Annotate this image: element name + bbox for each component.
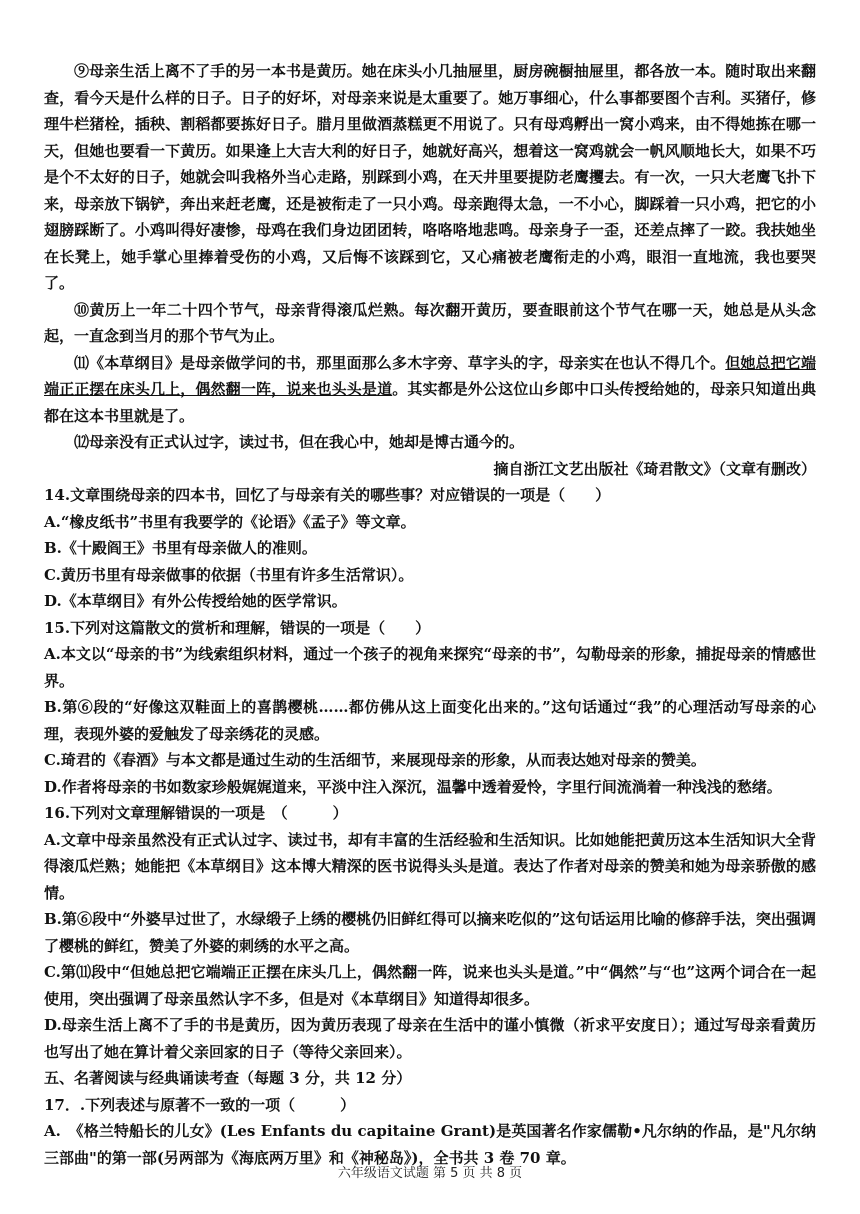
question-15-option-b: B.第⑥段的“好像这双鞋面上的喜鹊樱桃……都仿佛从这上面变化出来的。”这句话通过“我”的心理活动写母亲的心理，表现外婆的爱触发了母亲绣花的灵感。 <box>44 698 816 743</box>
source-citation: 摘自浙江文艺出版社《琦君散文》（文章有删改） <box>493 459 816 478</box>
question-15-option-a: A.本文以“母亲的书”为线索组织材料，通过一个孩子的视角来探究“母亲的书”，勾勒母亲的形象，捕捉母亲的情感世界。 <box>44 645 816 690</box>
paragraph-10: ⑩黄历上一年二十四个节气，母亲背得滚瓜烂熟。每次翻开黄历，要查眼前这个节气在哪一天，她总是从头念起，一直念到当月的那个节气为止。 <box>44 300 816 345</box>
section-5-heading: 五、名著阅读与经典诵读考查（每题 3 分，共 12 分） <box>44 1069 412 1087</box>
question-16: 16.下列对文章理解错误的一项是 （ ） <box>44 804 348 822</box>
question-16-option-c: C.第⑾段中“但她总把它端端正正摆在床头几上，偶然翻一阵，说来也头头是道。”中“偶然”与“也”这两个词合在一起使用，突出强调了母亲虽然认字不多，但是对《本草纲目》知道得却很多。 <box>44 963 816 1008</box>
question-17-option-a: A. 《格兰特船长的儿女》(Les Enfants du capitaine Grant)是英国著名作家儒勒•凡尔纳的作品，是"凡尔纳三部曲"的第一部(另两部为《海底两万里》和《神秘岛》)，全书共 3 卷 70 章。 <box>44 1122 816 1167</box>
question-15-option-d: D.作者将母亲的书如数家珍般娓娓道来，平淡中注入深沉，温馨中透着爱怜，字里行间流淌着一种浅浅的愁绪。 <box>44 777 782 796</box>
underlined-sentence: 但她总把它端端正正摆在床头几上，偶然翻一阵，说来也头头是道 <box>44 353 816 398</box>
question-15: 15.下列对这篇散文的赏析和理解，错误的一项是（ ） <box>44 618 431 637</box>
question-14-option-a: A.“橡皮纸书”书里有我要学的《论语》《孟子》等文章。 <box>44 512 416 531</box>
paragraph-11 <box>44 350 816 430</box>
exam-page <box>44 58 816 1171</box>
question-16-option-d: D.母亲生活上离不了手的书是黄历，因为黄历表现了母亲在生活中的谨小慎微（祈求平安度日）；通过写母亲看黄历也写出了她在算计着父亲回家的日子（等待父亲回来）。 <box>44 1016 816 1061</box>
paragraph-11-tail: 。其实都是外公这位山乡郎中口头传授给她的，母亲只知道出典都在这本书里就是了。 <box>44 380 816 425</box>
question-14-option-d: D.《本草纲目》有外公传授给她的医学常识。 <box>44 592 347 610</box>
paragraph-11-lead: ⑾《本草纲目》是母亲做学问的书，那里面那么多木字旁、草字头的字，母亲实在也认不得几个。 <box>74 353 726 372</box>
paragraph-9: ⑨母亲生活上离不了手的另一本书是黄历。她在床头小几抽屉里，厨房碗橱抽屉里，都各放一本。随时取出来翻查，看今天是什么样的日子。日子的好坏，对母亲来说是太重要了。她万事细心，什么事都要图个吉利。买猪仔，修理牛栏猪栓，插秧、割稻都要拣好日子。腊月里做酒蒸糕更不用说了。只有母鸡孵出一窝小鸡来，由不得她拣在哪一天，但她也要看一下黄历。如果逢上大吉大利的好日子，她就好高兴，想着这一窝鸡就会一帆风顺地长大，如果不巧是个不太好的日子，她就会叫我格外当心走路，别踩到小鸡，在天井里要提防老鹰攫去。有一次，一只大老鹰飞扑下来，母亲放下锅铲，奔出来赶老鹰，还是被衔走了一只小鸡。母亲跑得太急，一不小心，脚踩着一只小鸡，把它的小翅膀踩断了。小鸡叫得好凄惨，母鸡在我们身边团团转，咯咯咯地悲鸣。母亲身子一歪，还差点摔了一跤。我扶她坐在长凳上，她手掌心里捧着受伤的小鸡，又后悔不该踩到它，又心痛被老鹰衔走的小鸡，眼泪一直地流，我也要哭了。 <box>44 62 816 292</box>
question-14-option-c: C.黄历书里有母亲做事的依据（书里有许多生活常识）。 <box>44 565 414 584</box>
page-footer: 六年级语文试题 第 5 页 共 8 页 <box>337 1166 523 1181</box>
question-16-option-b: B.第⑥段中“外婆早过世了，水绿缎子上绣的樱桃仍旧鲜红得可以摘来吃似的”这句话运用比喻的修辞手法，突出强调了樱桃的鲜红，赞美了外婆的刺绣的水平之高。 <box>44 910 816 955</box>
question-14-option-b: B.《十殿阎王》书里有母亲做人的准则。 <box>44 539 317 557</box>
question-16-option-a: A.文章中母亲虽然没有正式认过字、读过书，却有丰富的生活经验和生活知识。比如她能把黄历这本生活知识大全背得滚瓜烂熟；她能把《本草纲目》这本博大精深的医书说得头头是道。表达了作者对母亲的赞美和她为母亲骄傲的感情。 <box>44 830 816 902</box>
question-14: 14.文章围绕母亲的四本书，回忆了与母亲有关的哪些事？对应错误的一项是（ ） <box>44 486 611 504</box>
question-15-option-c: C.琦君的《春酒》与本文都是通过生动的生活细节，来展现母亲的形象，从而表达她对母亲的赞美。 <box>44 751 706 769</box>
paragraph-12: ⑿母亲没有正式认过字，读过书，但在我心中，她却是博古通今的。 <box>74 433 525 451</box>
question-17: 17．.下列表述与原著不一致的一项（ ） <box>44 1095 356 1114</box>
